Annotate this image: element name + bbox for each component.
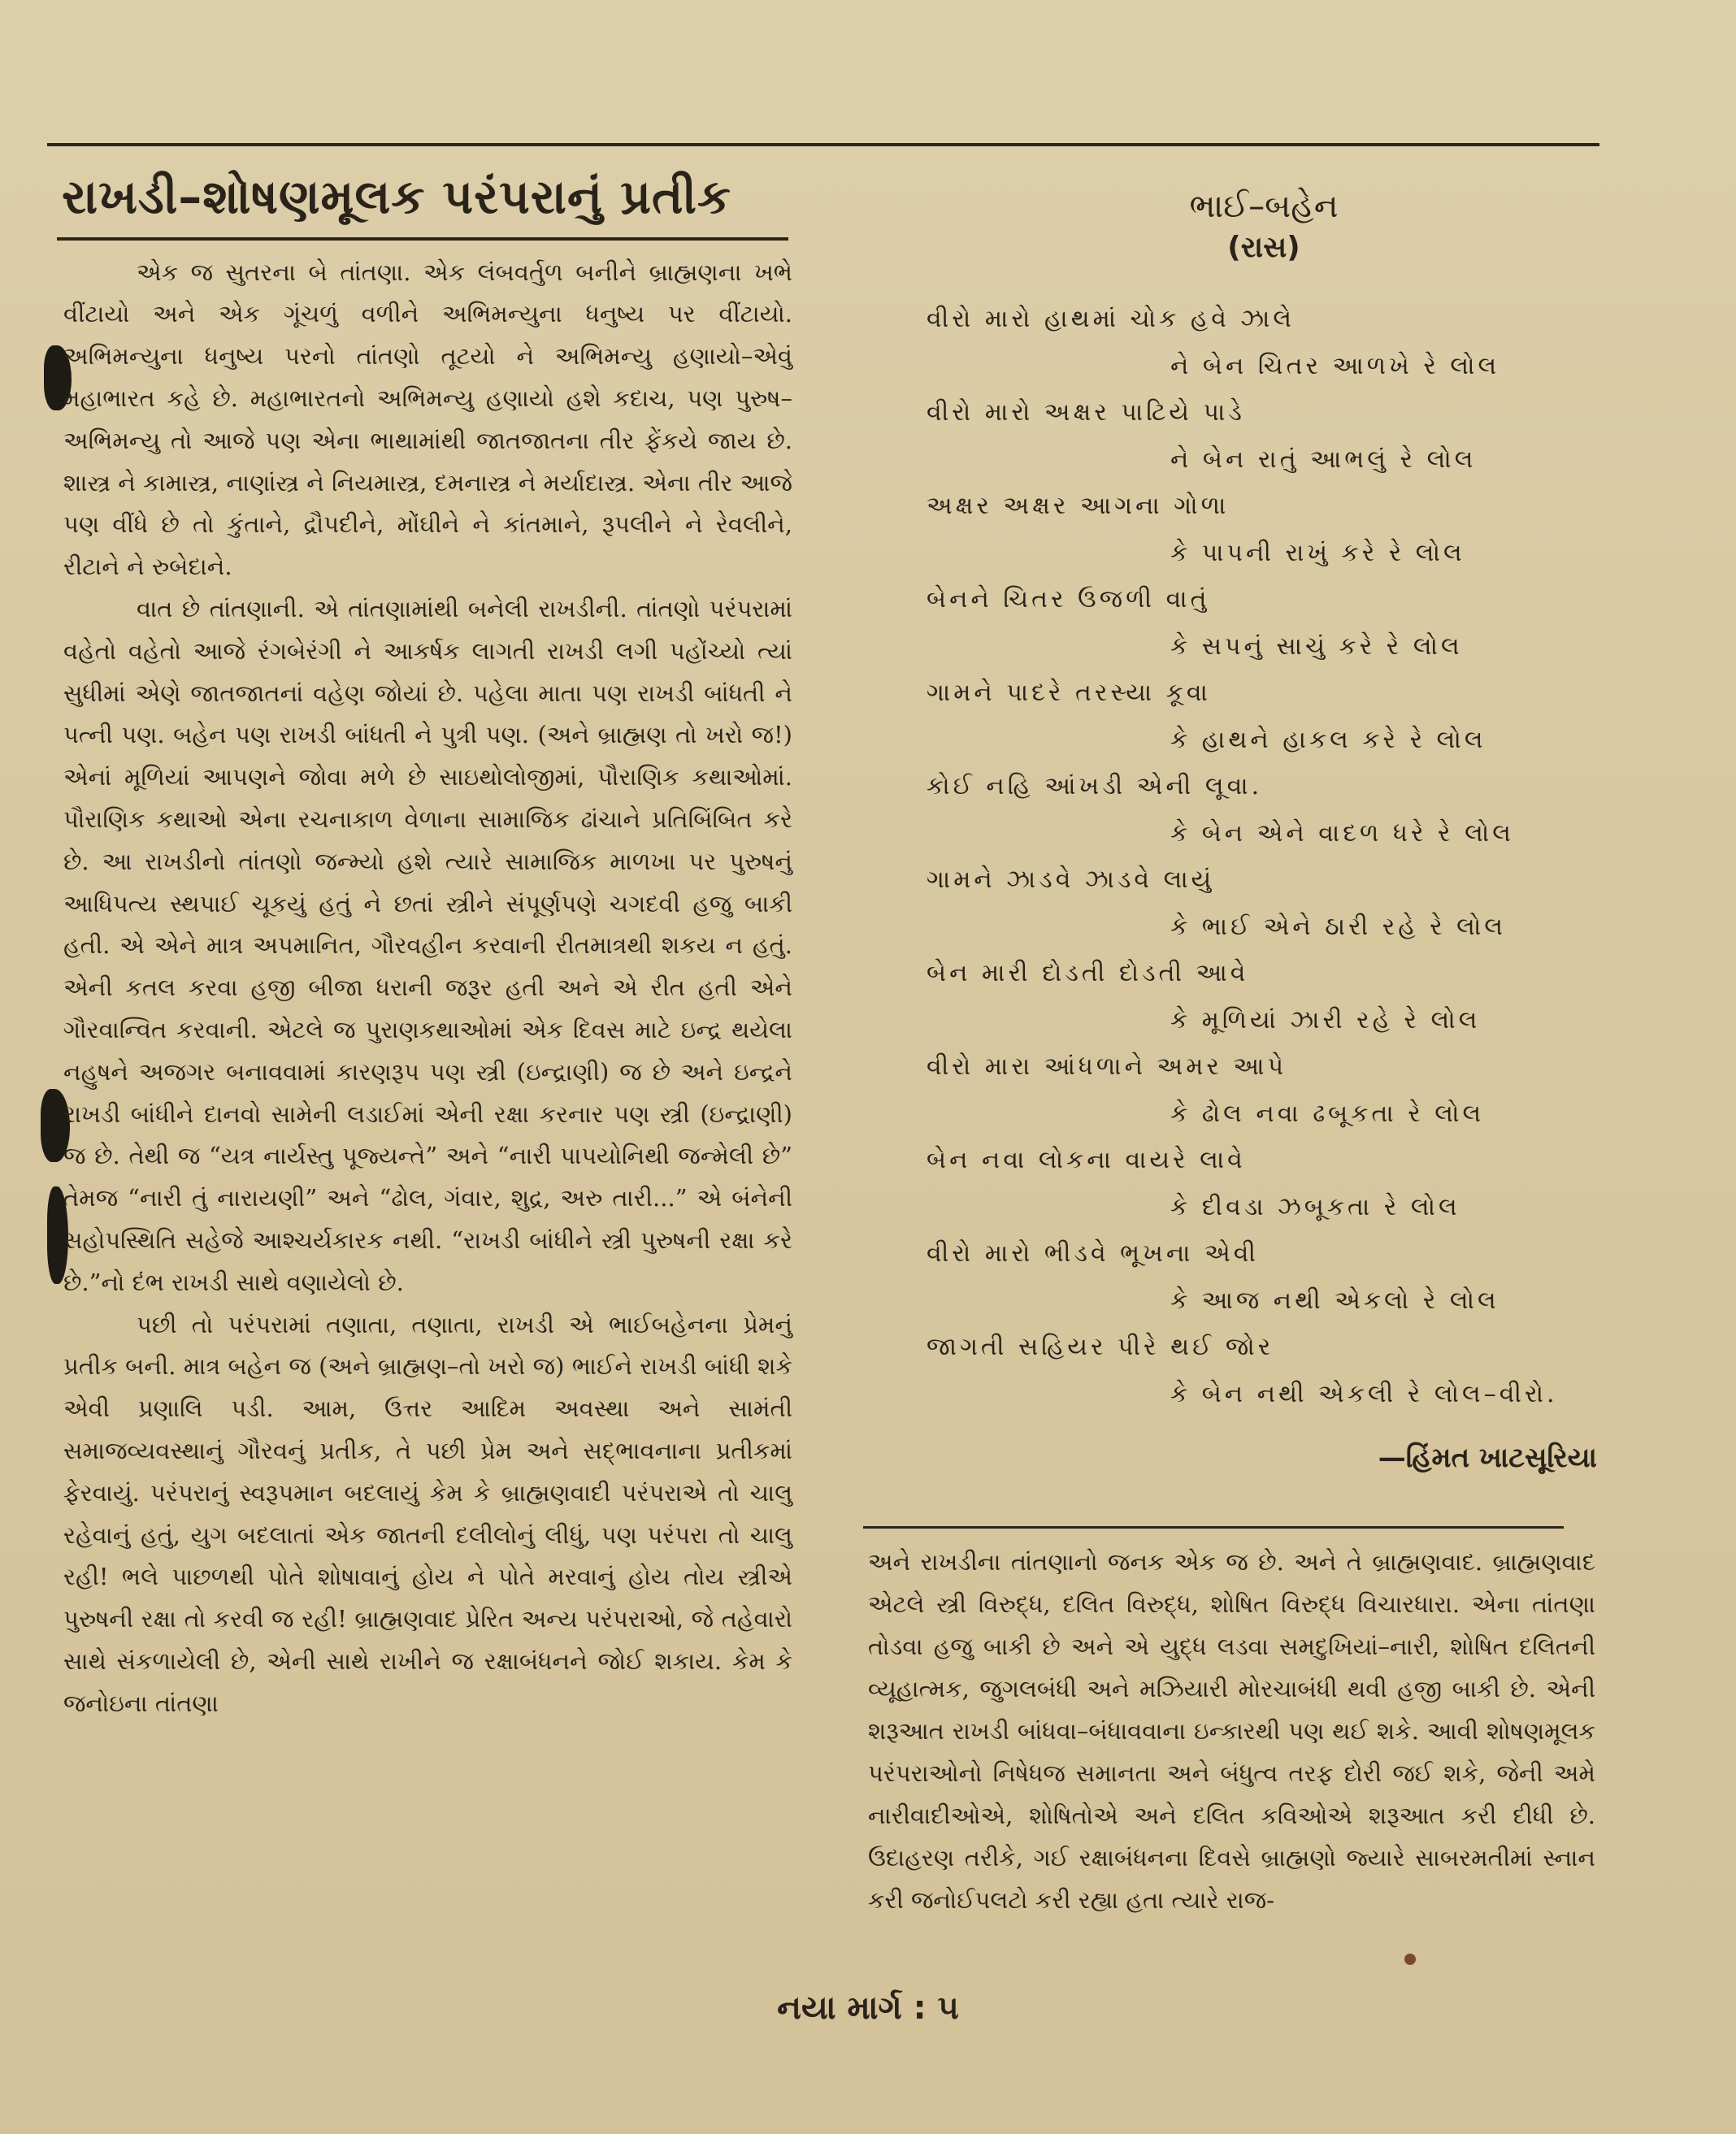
- poem-line: બેન મારી દોડતી દોડતી આવે: [927, 959, 1249, 987]
- article-body: [63, 252, 792, 1725]
- poem-line: અક્ષર અક્ષર આગના ગોળા: [927, 492, 1230, 520]
- poem-line: વીરો મારા આંધળાને અમર આપે: [927, 1052, 1287, 1081]
- poem-line: વીરો મારો ભીડવે ભૂખના એવી: [927, 1239, 1259, 1268]
- poem-line: વીરો મારો હાથમાં ચોક હવે ઝાલે: [927, 305, 1295, 333]
- poem-refrain: કે પાપની રાખું કરે રે લોલ: [1170, 538, 1465, 567]
- poem-stanzas: [878, 296, 1601, 1417]
- poem-refrain: કે બેન એને વાદળ ધરે રે લોલ: [1170, 818, 1514, 848]
- poem-column: [878, 187, 1601, 1474]
- poem-author: —હિંમત ખાટસૂરિયા: [1378, 1442, 1597, 1474]
- poem-line: ગામને પાદરે તરસ્યા કૂવા: [927, 679, 1211, 707]
- article-continuation: અને રાખડીના તાંતણાનો જનક એક જ છે. અને તે બ્રાહ્મણવાદ. બ્રાહ્મણવાદ એટલે સ્ત્રી વિરુદ્ધ, દલિત વિરુદ્ધ, શોષિત વિરુદ્ધ વિચારધારા. એના તાંતણા તોડવા હજુ બાકી છે અને એ યુદ્ધ લડવા સમદુખિયાં–નારી, શોષિત દલિતની વ્યૂહાત્મક, જુગલબંધી અને મઝિયારી મોરચાબંધી થવી હજી બાકી છે. એની શરૂઆત રાખડી બાંધવા–બંધાવવાના ઇન્કારથી પણ થઈ શકે. આવી શોષણમૂલક પરંપરાઓનો નિષેધજ સમાનતા અને બંધુત્વ તરફ દોરી જઈ શકે, જેની અમે નારીવાદીઓએ, શોષિતોએ અને દલિત કવિઓએ શરૂઆત કરી દીધી છે. ઉદાહરણ તરીકે, ગઈ રક્ષાબંધનના દિવસે બ્રાહ્મણો જ્યારે સાબરમતીમાં સ્નાન કરી જનોઈપલટો કરી રહ્યા હતા ત્યારે રાજ-: [868, 1548, 1595, 1914]
- article-paragraph: એક જ સુતરના બે તાંતણા. એક લંબવર્તુળ બનીને બ્રાહ્મણના ખભે વીંટાયો અને એક ગૂંચળું વળીને અભિમન્યુના ધનુષ્ય પર વીંટાયો. અભિમન્યુના ધનુષ્ય પરનો તાંતણો તૂટયો ને અભિમન્યુ હણાયો–એવું મહાભારત કહે છે. મહાભારતનો અભિમન્યુ હણાયો હશે કદાચ, પણ પુરુષ–અભિમન્યુ તો આજે પણ એના ભાથામાંથી જાતજાતના તીર ફેંકયે જાય છે. શાસ્ત્ર ને કામાસ્ત્ર, નાણાંસ્ત્ર ને નિયમાસ્ત્ર, દમનાસ્ત્ર ને મર્યાદાસ્ત્ર. એના તીર આજે પણ વીંધે છે તો કુંતાને, દ્રૌપદીને, મોંઘીને ને કાંતમાને, રૂપલીને ને રેવલીને, રીટાને ને રુબેદાને.: [63, 258, 792, 581]
- poem-line: બેન નવા લોકના વાયરે લાવે: [927, 1146, 1246, 1174]
- poem-refrain: ને બેન ચિતર આળખે રે લોલ: [1170, 351, 1500, 380]
- poem-line: જાગતી સહિયર પીરે થઈ જોર: [927, 1333, 1274, 1361]
- article-paragraph: વાત છે તાંતણાની. એ તાંતણામાંથી બનેલી રાખડીની. તાંતણો પરંપરામાં વહેતો વહેતો આજે રંગબેરંગી ને આકર્ષક લાગતી રાખડી લગી પહોંચ્યો ત્યાં સુધીમાં એણે જાતજાતનાં વહેણ જોયાં છે. પહેલા માતા પણ રાખડી બાંધતી ને પત્ની પણ. બહેન પણ રાખડી બાંધતી ને પુત્રી પણ. (અને બ્રાહ્મણ તો ખરો જ!) એનાં મૂળિયાં આપણને જોવા મળે છે સાઇથોલોજીમાં, પૌરાણિક કથાઓમાં. પૌરાણિક કથાઓ એના રચનાકાળ વેળાના સામાજિક ઢાંચાને પ્રતિબિંબિત કરે છે. આ રાખડીનો તાંતણો જન્મ્યો હશે ત્યારે સામાજિક માળખા પર પુરુષનું આધિપત્ય સ્થપાઈ ચૂકયું હતું ને છતાં સ્ત્રીને સંપૂર્ણપણે ચગદવી હજુ બાકી હતી. એ એને માત્ર અપમાનિત, ગૌરવહીન કરવાની રીતમાત્રથી શકય ન હતું. એની કતલ કરવા હજી બીજા ધરાની જરૂર હતી અને એ રીત હતી એને ગૌરવાન્વિત કરવાની. એટલે જ પુરાણકથાઓમાં એક દિવસ માટે ઇન્દ્ર થયેલા નહુષને અજગર બનાવવામાં કારણરૂપ પણ સ્ત્રી (ઇન્દ્રાણી) જ છે અને ઇન્દ્રને રાખડી બાંધીને દાનવો સામેની લડાઈમાં એની રક્ષા કરનાર પણ સ્ત્રી (ઇન્દ્રાણી) જ છે. તેથી જ “યત્ર નાર્યસ્તુ પૂજ્યન્તે” અને “નારી પાપયોનિથી જન્મેલી છે” તેમજ “નારી તું નારાયણી” અને “ઢોલ, ગંવાર, શુદ્ર, અરુ તારી...” એ બંનેની સહોપસ્થિતિ સહેજે આશ્ચર્યકારક નથી. “રાખડી બાંધીને સ્ત્રી પુરુષની રક્ષા કરે છે.”નો દંભ રાખડી સાથે વણાયેલો છે.: [63, 594, 792, 1296]
- paper-spot: [1404, 1954, 1416, 1965]
- poem-line: વીરો મારો અક્ષર પાટિયે પાડે: [927, 398, 1245, 427]
- poem-refrain: કે દીવડા ઝબૂકતા રે લોલ: [1170, 1192, 1460, 1221]
- poem-refrain: કે ભાઈ એને ઠારી રહે રે લોલ: [1170, 912, 1507, 941]
- poem-refrain: ને બેન રાતું આભલું રે લોલ: [1170, 445, 1477, 474]
- article-paragraph: પછી તો પરંપરામાં તણાતા, તણાતા, રાખડી એ ભાઈબહેનના પ્રેમનું પ્રતીક બની. માત્ર બહેન જ (અને બ્રાહ્મણ–તો ખરો જ) ભાઈને રાખડી બાંધી શકે એવી પ્રણાલિ પડી. આમ, ઉત્તર આદિમ અવસ્થા અને સામંતી સમાજવ્યવસ્થાનું ગૌરવનું પ્રતીક, તે પછી પ્રેમ અને સદ્ભાવનાના પ્રતીકમાં ફેરવાયું. પરંપરાનું સ્વરૂપમાન બદલાયું કેમ કે બ્રાહ્મણવાદી પરંપરાએ તો ચાલુ રહેવાનું હતું, યુગ બદલાતાં એક જાતની દલીલોનું લીધું, પણ પરંપરા તો ચાલુ રહી! ભલે પાછળથી પોતે શોષાવાનું હોય ને પોતે મરવાનું હોય તોય સ્ત્રીએ પુરુષની રક્ષા તો કરવી જ રહી! બ્રાહ્મણવાદ પ્રેરિત અન્ય પરંપરાઓ, જે તહેવારો સાથે સંકળાયેલી છે, એની સાથે રાખીને જ રક્ષાબંધનને જોઈ શકાય. કેમ કે જનોઇના તાંતણા: [63, 1310, 792, 1717]
- section-rule: [863, 1526, 1564, 1529]
- poem-refrain: કે ઢોલ નવા ઢબૂકતા રે લોલ: [1170, 1099, 1485, 1128]
- poem-refrain: કે સપનું સાચું કરે રે લોલ: [1170, 631, 1463, 661]
- poem-title: ભાઈ–બહેન: [1189, 188, 1339, 225]
- page-footer: નયા માર્ગ : ૫: [777, 1989, 959, 2027]
- poem-refrain: કે આજ નથી એકલો રે લોલ: [1170, 1286, 1499, 1315]
- poem-line: ગામને ઝાડવે ઝાડવે લાયું: [927, 865, 1215, 894]
- poem-line: બેનને ચિતર ઉજળી વાતું: [927, 585, 1210, 614]
- poem-line: કોઈ નહિ આંખડી એની લૂવા.: [927, 772, 1263, 800]
- article-column: [57, 163, 792, 1724]
- top-rule: [47, 143, 1599, 146]
- article-title: રાખડી–શોષણમૂલક પરંપરાનું પ્રતીક: [62, 169, 731, 224]
- title-rule: [57, 237, 788, 241]
- poem-refrain: કે મૂળિયાં ઝારી રહે રે લોલ: [1170, 1005, 1481, 1034]
- poem-refrain: કે હાથને હાકલ કરે રે લોલ: [1170, 725, 1486, 754]
- poem-subtitle: (રાસ): [1227, 231, 1300, 264]
- poem-refrain: કે બેન નથી એકલી રે લોલ–વીરો.: [1170, 1379, 1558, 1408]
